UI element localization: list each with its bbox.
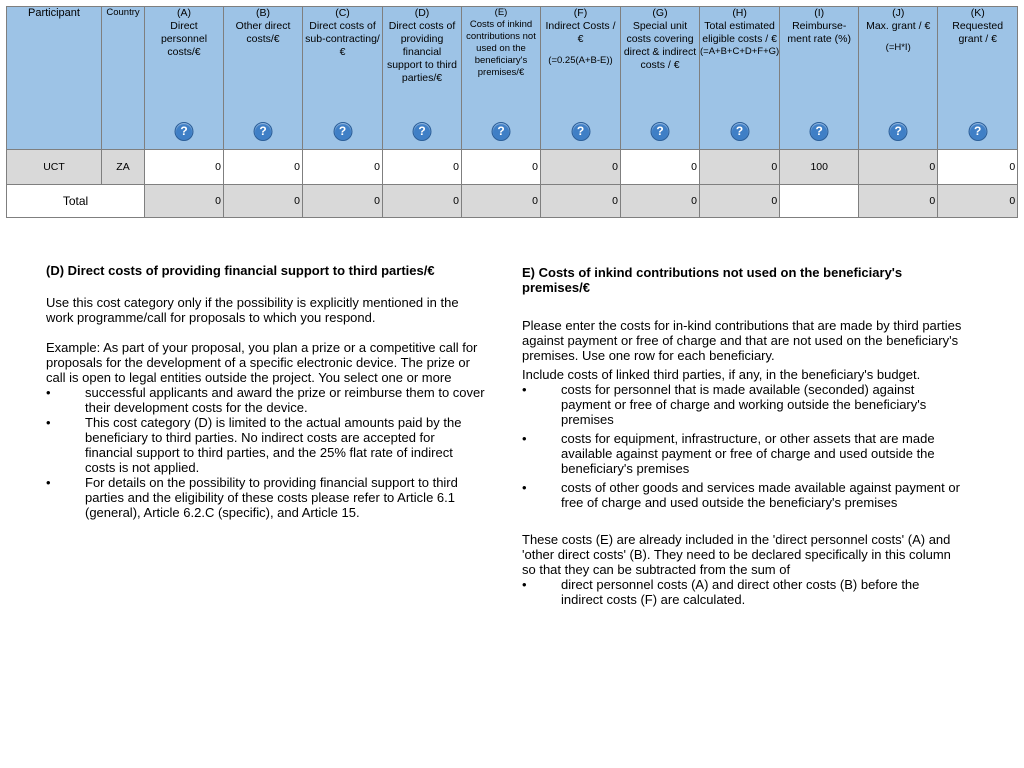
header-k: (K) Requested grant / € ? — [938, 7, 1018, 150]
list-item: • For details on the possibility to providing financial support to third parties and the eligibility of these costs please refer to Article 6.1 (general), Article 6.2.C (specific), and Article 15. — [46, 475, 458, 520]
cell-i: 100 — [780, 150, 859, 185]
cell-a[interactable]: 0 — [145, 150, 224, 185]
cell-d[interactable]: 0 — [383, 150, 462, 185]
note-d-heading: (D) Direct costs of providing financial support to third parties/€ — [46, 263, 435, 278]
total-d: 0 — [383, 185, 462, 218]
note-e — [522, 265, 962, 607]
help-icon[interactable]: ? — [175, 122, 194, 141]
list-item: • costs of other goods and services made available against payment or free of charge and used outside the beneficiary's premises — [522, 480, 960, 510]
header-country: Country — [102, 7, 145, 150]
total-h: 0 — [700, 185, 780, 218]
total-label: Total — [7, 185, 145, 218]
bullet-icon: • — [522, 382, 527, 397]
note-e-heading: E) Costs of inkind contributions not used on the beneficiary's premises/€ — [522, 265, 903, 295]
header-e: (E) Costs of inkind contributions not used on the beneficiary's premises/€ ? — [462, 7, 541, 150]
note-d-para2: Example: As part of your proposal, you plan a prize or a competitive call for proposals for the development of a specific electronic device. The prize or call is open to legal entities outside the project. You select one or more — [46, 340, 478, 385]
total-a: 0 — [145, 185, 224, 218]
bullet-icon: • — [46, 385, 51, 400]
note-e-bullets — [522, 382, 962, 510]
note-d-bullets — [46, 385, 486, 520]
note-d-para1: Use this cost category only if the possibility is explicitly mentioned in the work programme/call for proposals to which you respond. — [46, 295, 459, 325]
help-icon[interactable]: ? — [651, 122, 670, 141]
list-item: • direct personnel costs (A) and direct other costs (B) before the indirect costs (F) are calculated. — [522, 577, 920, 607]
cell-k[interactable]: 0 — [938, 150, 1018, 185]
header-a: (A) Direct personnel costs/€ ? — [145, 7, 224, 150]
cell-b[interactable]: 0 — [224, 150, 303, 185]
total-b: 0 — [224, 185, 303, 218]
help-icon[interactable]: ? — [333, 122, 352, 141]
help-icon[interactable]: ? — [254, 122, 273, 141]
total-i — [780, 185, 859, 218]
list-item: • This cost category (D) is limited to the actual amounts paid by the beneficiary to third parties. No indirect costs are accepted for financial support to third parties, and the 25% flat rate of indirect costs is not applied. — [46, 415, 462, 475]
table-header-row — [7, 7, 1018, 150]
total-row — [7, 185, 1018, 218]
note-e-bullets2 — [522, 577, 962, 607]
header-d: (D) Direct costs of providing financial support to third parties/€ ? — [383, 7, 462, 150]
total-k: 0 — [938, 185, 1018, 218]
total-g: 0 — [621, 185, 700, 218]
help-icon[interactable]: ? — [730, 122, 749, 141]
total-f: 0 — [541, 185, 621, 218]
list-item: • successful applicants and award the prize or reimburse them to cover their development costs for the device. — [46, 385, 485, 415]
help-icon[interactable]: ? — [968, 122, 987, 141]
header-b: (B) Other direct costs/€ ? — [224, 7, 303, 150]
formula-h: (=A+B+C+D+F+G) — [700, 46, 780, 57]
table-row — [7, 150, 1018, 185]
bullet-icon: • — [522, 480, 527, 495]
total-c: 0 — [303, 185, 383, 218]
cell-c[interactable]: 0 — [303, 150, 383, 185]
help-icon[interactable]: ? — [413, 122, 432, 141]
bullet-icon: • — [46, 415, 51, 430]
header-participant: Participant — [7, 7, 102, 150]
header-h: (H) Total estimated eligible costs / € (=A+B+C+D+F+G) ? — [700, 7, 780, 150]
budget-table — [6, 6, 1018, 218]
cell-j: 0 — [859, 150, 938, 185]
list-item: • costs for equipment, infrastructure, or other assets that are made available against payment or free of charge and used outside the beneficiary's premises — [522, 431, 935, 476]
list-item: • costs for personnel that is made available (seconded) against payment or free of charge and working outside the beneficiary's premises — [522, 382, 927, 427]
header-j: (J) Max. grant / € (=H*I) ? — [859, 7, 938, 150]
help-icon[interactable]: ? — [810, 122, 829, 141]
cell-f: 0 — [541, 150, 621, 185]
note-d — [46, 263, 486, 520]
country-cell: ZA — [102, 150, 145, 185]
help-icon[interactable]: ? — [571, 122, 590, 141]
formula-j: (=H*I) — [885, 42, 911, 53]
bullet-icon: • — [46, 475, 51, 490]
bullet-icon: • — [522, 577, 527, 592]
cell-e[interactable]: 0 — [462, 150, 541, 185]
note-e-para3: These costs (E) are already included in the 'direct personnel costs' (A) and 'other direct costs' (B). They need to be declared specifically in this column so that they can be subtracted from the sum of — [522, 532, 951, 577]
header-i: (I) Reimburse-ment rate (%) ? — [780, 7, 859, 150]
header-g: (G) Special unit costs covering direct & indirect costs / € ? — [621, 7, 700, 150]
help-icon[interactable]: ? — [889, 122, 908, 141]
header-f: (F) Indirect Costs / € (=0.25(A+B-E)) ? — [541, 7, 621, 150]
bullet-icon: • — [522, 431, 527, 446]
note-e-para1: Please enter the costs for in-kind contributions that are made by third parties against payment or free of charge and that are not used on the beneficiary's premises. Use one row for each beneficiary. — [522, 318, 962, 363]
header-c: (C) Direct costs of sub-contracting/€ ? — [303, 7, 383, 150]
help-icon[interactable]: ? — [492, 122, 511, 141]
cell-g[interactable]: 0 — [621, 150, 700, 185]
formula-f: (=0.25(A+B-E)) — [548, 55, 613, 66]
total-e: 0 — [462, 185, 541, 218]
participant-cell: UCT — [7, 150, 102, 185]
cell-h: 0 — [700, 150, 780, 185]
total-j: 0 — [859, 185, 938, 218]
note-e-para2: Include costs of linked third parties, if any, in the beneficiary's budget. — [522, 367, 921, 382]
